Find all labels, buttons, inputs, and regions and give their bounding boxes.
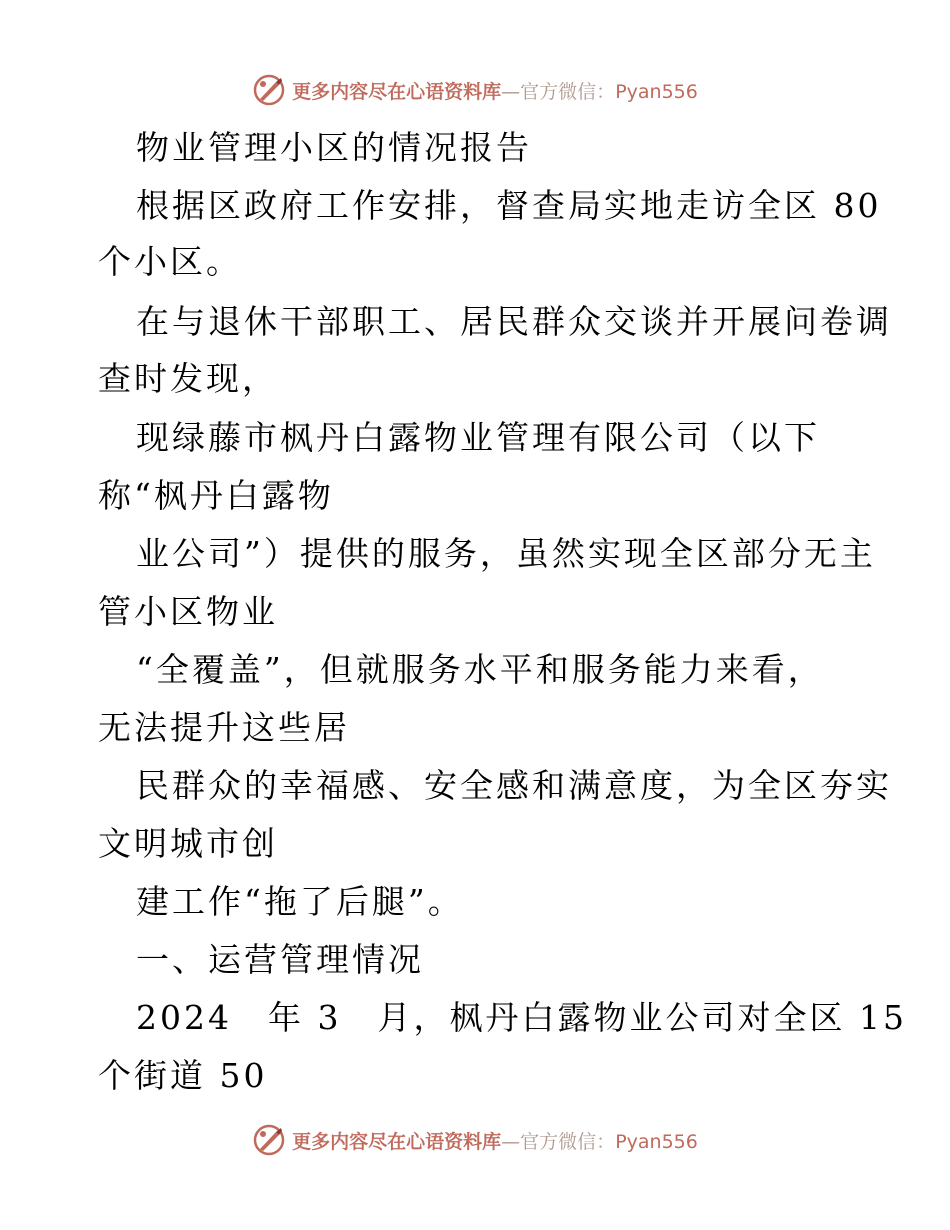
banner-main-text: 更多内容尽在心语资料库 bbox=[292, 1130, 502, 1153]
paragraph-line: “全覆盖”，但就服务水平和服务能力来看， bbox=[136, 650, 824, 689]
document-title: 物业管理小区的情况报告 bbox=[136, 128, 532, 167]
quill-pen-logo-icon bbox=[252, 73, 286, 107]
paragraph-line: 文明城市创 bbox=[98, 824, 278, 863]
banner-official-text: —官方微信： bbox=[501, 1130, 616, 1153]
paragraph-line: 无法提升这些居 bbox=[98, 708, 350, 747]
paragraph-line: 在与退休干部职工、居民群众交谈并开展问卷调 bbox=[136, 302, 892, 341]
paragraph-line: 民群众的幸福感、安全感和满意度，为全区夯实 bbox=[136, 766, 892, 805]
footer-banner bbox=[0, 1120, 950, 1160]
banner-wechat-id: Pyan556 bbox=[615, 80, 698, 103]
paragraph-line: 个小区。 bbox=[98, 242, 242, 281]
header-banner bbox=[0, 70, 950, 110]
paragraph-line: 业公司”）提供的服务，虽然实现全区部分无主 bbox=[136, 534, 876, 573]
quill-pen-logo-icon bbox=[252, 1123, 286, 1157]
banner-wechat-id: Pyan556 bbox=[615, 1130, 698, 1153]
banner-text bbox=[292, 1127, 698, 1154]
banner-official-text: —官方微信： bbox=[501, 80, 616, 103]
paragraph-line: 查时发现， bbox=[98, 359, 278, 398]
paragraph-line: 称“枫丹白露物 bbox=[98, 476, 334, 515]
banner-text bbox=[292, 77, 698, 104]
paragraph-line: 管小区物业 bbox=[98, 592, 278, 631]
paragraph-line: 2024 年 3 月，枫丹白露物业公司对全区 15 bbox=[136, 998, 907, 1037]
paragraph-line: 现绿藤市枫丹白露物业管理有限公司（以下 bbox=[136, 418, 820, 457]
paragraph-line: 建工作“拖了后腿”。 bbox=[136, 882, 464, 921]
paragraph-line: 根据区政府工作安排，督查局实地走访全区 80 bbox=[136, 186, 882, 225]
banner-main-text: 更多内容尽在心语资料库 bbox=[292, 80, 502, 103]
paragraph-line: 个街道 50 bbox=[98, 1056, 268, 1095]
section-heading: 一、运营管理情况 bbox=[136, 940, 424, 979]
